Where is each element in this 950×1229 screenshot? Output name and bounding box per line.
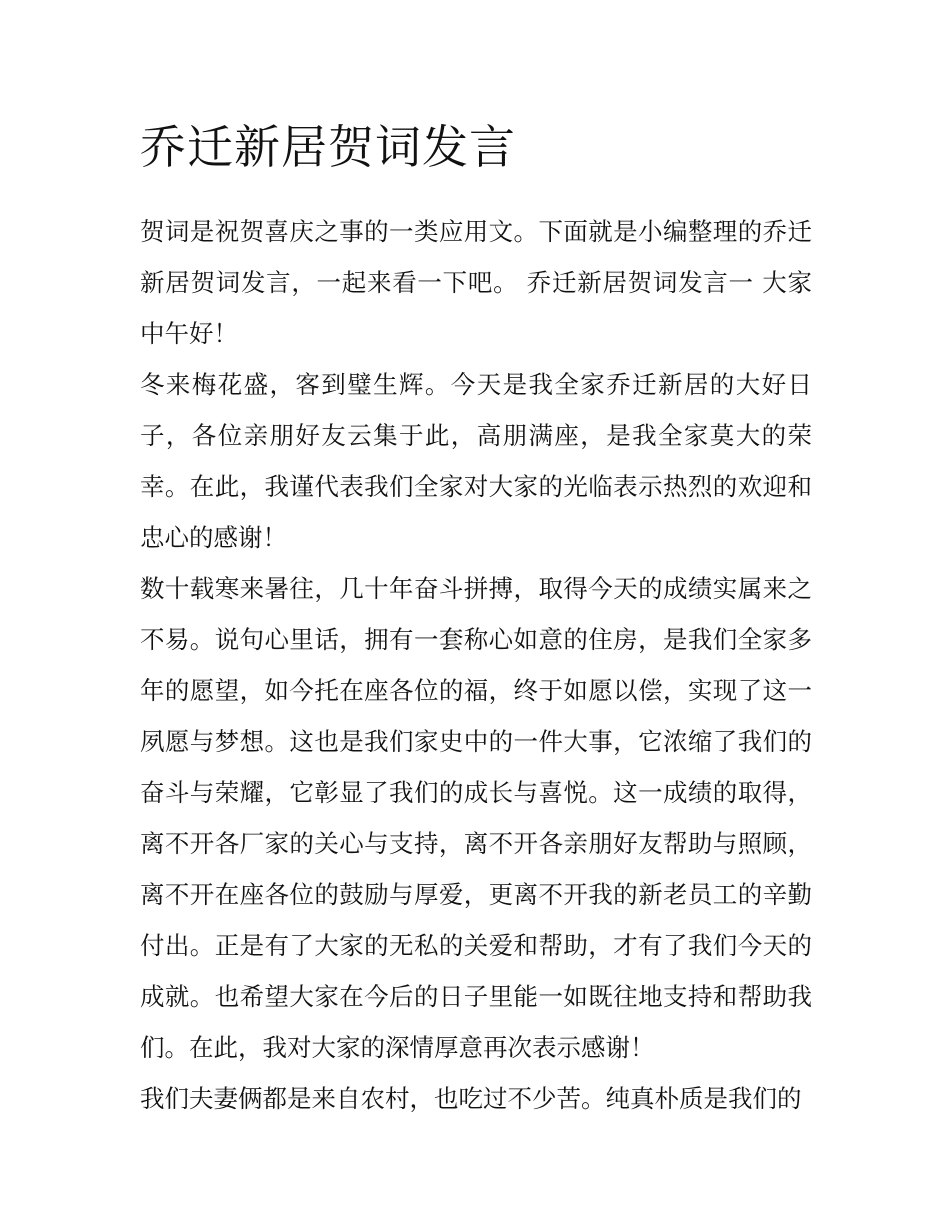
paragraph-welcome: 冬来梅花盛，客到璧生辉。今天是我全家乔迁新居的大好日子，各位亲朋好友云集于此，高朋满座，是我全家莫大的荣幸。在此，我谨代表我们全家对大家的光临表示热烈的欢迎和忠心的感谢！ — [140, 370, 812, 552]
paragraph-intro: 贺词是祝贺喜庆之事的一类应用文。下面就是小编整理的乔迁新居贺词发言，一起来看一下吧。 乔迁新居贺词发言一 大家中午好！ — [140, 217, 812, 348]
document-body — [140, 112, 812, 1124]
paragraph-background: 我们夫妻俩都是来自农村，也吃过不少苦。纯真朴质是我们的 — [140, 1084, 802, 1113]
document-title: 乔迁新居贺词发言 — [140, 120, 516, 174]
paragraph-gratitude: 数十载寒来暑往，几十年奋斗拼搏，取得今天的成绩实属来之不易。说句心里话，拥有一套称心如意的住房，是我们全家多年的愿望，如今托在座各位的福，终于如愿以偿，实现了这一夙愿与梦想。这也是我们家史中的一件大事，它浓缩了我们的奋斗与荣耀，它彰显了我们的成长与喜悦。这一成绩的取得，离不开各厂家的关心与支持，离不开各亲朋好友帮助与照顾，离不开在座各位的鼓励与厚爱，更离不开我的新老员工的辛勤付出。正是有了大家的无私的关爱和帮助，才有了我们今天的成就。也希望大家在今后的日子里能一如既往地支持和帮助我们。在此，我对大家的深情厚意再次表示感谢！ — [140, 574, 812, 1062]
